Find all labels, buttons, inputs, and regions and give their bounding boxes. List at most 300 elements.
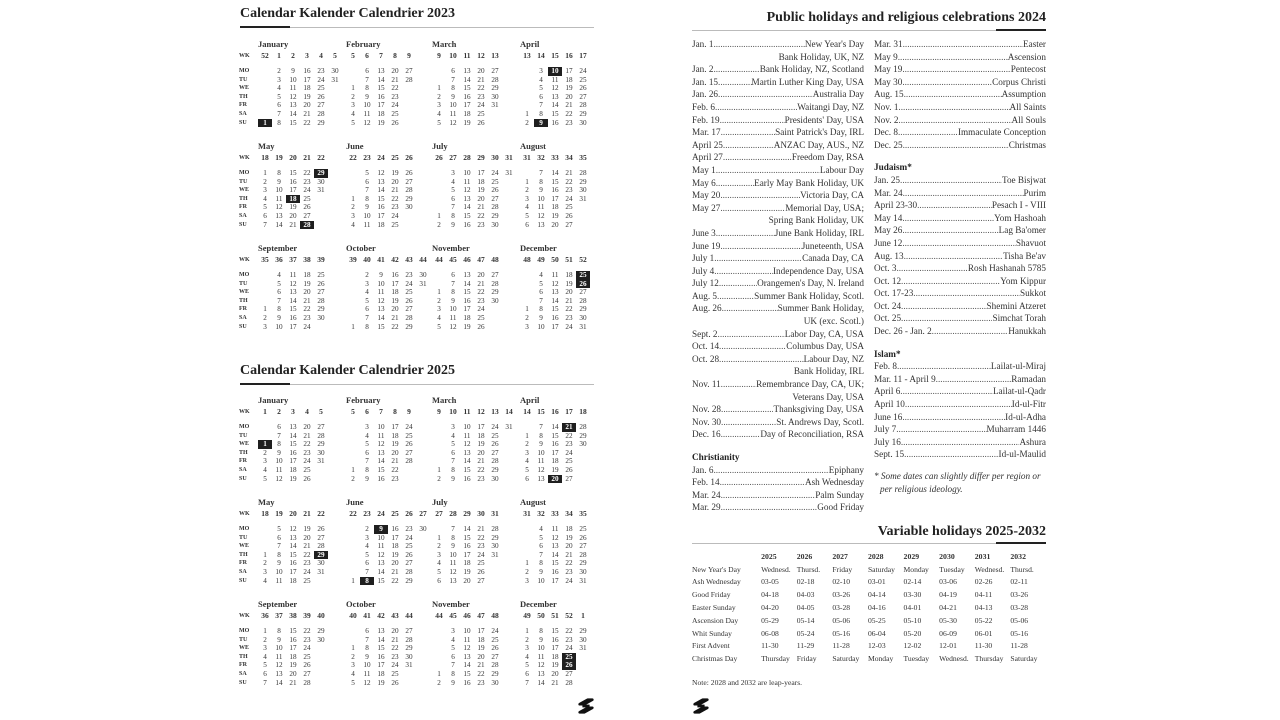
day-number: 22 [303, 169, 311, 177]
day-number: 3 [437, 550, 441, 559]
day-number: 20 [477, 652, 485, 661]
day-row [432, 93, 518, 102]
day-number [346, 568, 360, 577]
holiday-name: Lag Ba'omer [998, 225, 1046, 236]
day-number: 10 [377, 423, 385, 431]
day-number: 14 [551, 550, 559, 559]
day-number: 8 [451, 533, 455, 542]
day-row [520, 559, 606, 568]
month-name: August [520, 497, 546, 507]
day-number: 11 [275, 576, 283, 585]
holiday-value: Wednesd. [761, 564, 791, 574]
day-number [328, 110, 342, 119]
day-row [346, 203, 432, 212]
day-number [346, 457, 360, 466]
holiday-value: 06-08 [761, 628, 779, 638]
day-number: 4 [263, 465, 267, 474]
year-header-row [692, 550, 1046, 563]
day-number [258, 297, 272, 306]
day-number: 2 [437, 296, 441, 305]
holiday-label: Christmas Day [692, 654, 738, 664]
holiday-value: 03-28 [1010, 603, 1029, 613]
month-june [346, 496, 432, 585]
week-numbers [346, 610, 432, 622]
day-number: 24 [477, 550, 485, 559]
day-number: 19 [477, 186, 485, 195]
day-number: 17 [463, 550, 471, 559]
week-number: 20 [289, 509, 297, 518]
day-number: 5 [525, 465, 529, 474]
day-number: 12 [377, 440, 385, 449]
day-row [346, 314, 432, 323]
day-label: TU [239, 76, 248, 83]
day-number: 7 [277, 431, 281, 440]
day-number: 26 [579, 84, 587, 93]
highlighted-day: 10 [548, 67, 562, 76]
day-number [314, 323, 328, 332]
month-november [432, 598, 518, 687]
day-number: 22 [303, 305, 311, 314]
week-number: 8 [393, 407, 397, 416]
day-number: 9 [379, 271, 383, 279]
holiday-value: 12-02 [903, 641, 922, 651]
day-number: 4 [277, 84, 281, 93]
day-number: 17 [289, 186, 297, 195]
week-number: 44 [435, 255, 443, 264]
day-number [502, 432, 516, 441]
day-number [346, 305, 360, 314]
day-row [258, 653, 344, 662]
day-number: 22 [565, 109, 573, 118]
day-number: 11 [551, 525, 559, 533]
day-row [346, 551, 432, 560]
day-row [520, 466, 606, 475]
day-number: 8 [539, 109, 543, 118]
holiday-row [874, 385, 1046, 398]
day-number: 20 [477, 271, 485, 279]
leader-dots [721, 489, 816, 502]
day-number: 24 [317, 75, 325, 84]
holiday-date: May 27 [692, 202, 721, 213]
day-number [416, 305, 430, 314]
calendar-2025-rule [240, 384, 594, 385]
day-number: 31 [405, 661, 413, 670]
day-row [346, 84, 432, 93]
day-number: 24 [491, 423, 499, 431]
day-number: 18 [303, 84, 311, 93]
leader-dots [902, 224, 998, 237]
day-number: 22 [391, 465, 399, 474]
day-number: 9 [365, 92, 369, 101]
day-number [346, 559, 360, 568]
week-number: 38 [289, 611, 297, 620]
holiday-name: Ramadan [1011, 373, 1046, 384]
day-number: 7 [451, 661, 455, 670]
day-number: 2 [525, 635, 529, 644]
week-number: 52 [261, 51, 269, 60]
day-number: 14 [463, 457, 471, 466]
holiday-row [692, 277, 864, 290]
day-number: 21 [303, 542, 311, 551]
day-number: 23 [477, 474, 485, 483]
day-row [258, 440, 344, 449]
day-number: 18 [377, 669, 385, 678]
day-number [432, 440, 446, 449]
day-number: 19 [289, 474, 297, 483]
holiday-date: Oct. 17-23 [874, 288, 914, 299]
day-number: 4 [263, 576, 267, 585]
day-number: 1 [351, 84, 355, 93]
month-name: May [258, 141, 275, 151]
day-number: 10 [363, 211, 371, 220]
holiday-row [692, 126, 864, 139]
holiday-value: 03-26 [832, 590, 851, 600]
holiday-date: May 9 [874, 51, 898, 62]
day-number: 9 [277, 559, 281, 568]
day-number: 17 [391, 423, 399, 431]
holiday-name: Victoria Day, CA [800, 190, 864, 201]
holiday-name: Yom Kippur [1000, 275, 1046, 286]
day-row [432, 195, 518, 204]
week-number: 30 [477, 509, 485, 518]
day-number: 30 [405, 652, 413, 661]
day-number [432, 661, 446, 670]
day-number: 22 [303, 550, 311, 559]
week-number: 1 [581, 611, 585, 620]
day-number: 15 [551, 109, 559, 118]
week-number: 27 [419, 509, 427, 518]
day-number: 5 [437, 118, 441, 127]
day-number: 14 [289, 431, 297, 440]
leader-dots [900, 385, 993, 398]
day-number: 21 [391, 635, 399, 644]
day-row [520, 101, 606, 110]
day-number: 2 [263, 177, 267, 186]
week-number: 14 [537, 51, 545, 60]
day-number [576, 221, 590, 230]
day-label: FR [239, 102, 247, 109]
holiday-name: Palm Sunday [815, 489, 864, 500]
day-number: 24 [391, 661, 399, 670]
day-number: 29 [579, 177, 587, 186]
day-number: 19 [391, 550, 399, 559]
day-number [346, 449, 360, 458]
holiday-name: Presidents' Day, USA [784, 114, 864, 125]
week-numbers [258, 254, 344, 266]
week-number: 24 [377, 509, 385, 518]
holiday-value: 02-26 [974, 577, 993, 587]
day-row [432, 119, 518, 128]
day-number: 1 [437, 288, 441, 297]
day-label: SU [239, 119, 247, 126]
week-number: 37 [275, 611, 283, 620]
holiday-value: Monday [867, 654, 894, 664]
holiday-name: Id-ul-Adha [1005, 411, 1046, 422]
day-number: 10 [537, 194, 545, 203]
day-number: 24 [303, 457, 311, 466]
week-number: 28 [463, 153, 471, 162]
holiday-date: June 3 [692, 227, 716, 238]
day-number [432, 186, 446, 195]
leader-dots [723, 139, 774, 152]
day-number: 28 [491, 661, 499, 670]
holiday-name: All Souls [1011, 114, 1046, 125]
holiday-date: Nov. 11 [692, 379, 721, 390]
leader-dots [932, 325, 1009, 338]
day-number: 6 [365, 559, 369, 568]
day-number: 2 [365, 525, 369, 533]
week-number: 8 [393, 51, 397, 60]
day-number: 30 [491, 474, 499, 483]
day-number: 23 [565, 440, 573, 449]
week-number: 11 [463, 51, 471, 60]
day-number: 26 [477, 322, 485, 331]
variable-row [692, 640, 1046, 653]
holiday-row [692, 476, 864, 489]
day-number: 11 [537, 203, 545, 212]
day-number [258, 432, 272, 441]
holiday-row [874, 411, 1046, 424]
day-number: 21 [565, 101, 573, 110]
week-number: 43 [405, 255, 413, 264]
day-number: 19 [463, 567, 471, 576]
day-number: 27 [405, 559, 413, 568]
day-number: 31 [579, 322, 587, 331]
holiday-row [692, 177, 864, 190]
day-number: 18 [289, 652, 297, 661]
holiday-value: 04-01 [903, 603, 922, 613]
day-number: 20 [477, 448, 485, 457]
day-number: 28 [405, 457, 413, 466]
holiday-row [874, 199, 1046, 212]
day-number: 14 [551, 101, 559, 110]
holiday-name: Ash Wednesday [804, 477, 864, 488]
day-number: 22 [565, 627, 573, 635]
day-number: 26 [491, 186, 499, 195]
day-number: 23 [477, 678, 485, 687]
week-number: 23 [363, 153, 371, 162]
year-header: 2031 [974, 551, 991, 561]
day-number: 4 [365, 431, 369, 440]
day-label: FR [239, 662, 247, 669]
day-number: 15 [289, 440, 297, 449]
day-number: 30 [317, 313, 325, 322]
day-number: 4 [451, 635, 455, 644]
leader-dots [716, 177, 754, 190]
day-number: 15 [377, 644, 385, 653]
day-number: 9 [451, 542, 455, 551]
day-number: 17 [477, 169, 485, 177]
month-june [346, 140, 432, 229]
holiday-date: May 19 [874, 64, 903, 75]
day-labels [239, 140, 257, 229]
day-number [258, 84, 272, 93]
day-row [432, 203, 518, 212]
week-numbers [520, 254, 606, 266]
holiday-value: 05-29 [761, 615, 779, 625]
day-number: 28 [491, 457, 499, 466]
day-number [416, 568, 430, 577]
day-row [520, 679, 606, 688]
week-number: 45 [449, 611, 457, 620]
day-number: 18 [391, 542, 399, 551]
day-row [432, 679, 518, 688]
day-row [346, 542, 432, 551]
holiday-row [692, 202, 864, 215]
day-number: 19 [391, 440, 399, 449]
day-number: 4 [365, 288, 369, 297]
day-label: TU [239, 178, 248, 185]
holidays-column-1 [692, 38, 864, 514]
day-row [258, 93, 344, 102]
week-number: 3 [291, 407, 295, 416]
week-numbers [520, 610, 606, 622]
holiday-row [874, 300, 1046, 313]
day-number: 17 [463, 305, 471, 314]
day-number [520, 76, 534, 85]
holiday-name: UK (exc. Scotl.) [803, 316, 864, 327]
week-number: 50 [551, 255, 559, 264]
day-number [502, 178, 516, 187]
day-number: 2 [351, 203, 355, 212]
day-number: 30 [317, 635, 325, 644]
week-number: 39 [349, 255, 357, 264]
day-label: SA [239, 670, 247, 677]
day-number: 11 [537, 457, 545, 466]
day-number: 26 [303, 474, 311, 483]
holiday-date: Oct. 24 [874, 300, 902, 311]
day-number [432, 271, 446, 280]
day-number [520, 534, 534, 543]
holiday-value: 04-03 [796, 590, 815, 600]
day-number [416, 323, 430, 332]
holiday-date: Dec. 16 [692, 429, 721, 440]
day-number: 3 [277, 75, 281, 84]
day-number: 14 [377, 313, 385, 322]
day-number: 2 [365, 271, 369, 279]
day-number: 21 [565, 550, 573, 559]
day-number: 21 [565, 169, 573, 177]
day-number: 5 [539, 279, 543, 288]
day-number: 13 [377, 559, 385, 568]
day-number: 1 [437, 669, 441, 678]
month-name: August [520, 141, 546, 151]
day-number [576, 457, 590, 466]
day-number: 15 [289, 169, 297, 177]
day-number: 5 [451, 440, 455, 449]
day-row [520, 653, 606, 662]
day-number: 12 [377, 550, 385, 559]
day-number: 26 [303, 203, 311, 212]
holiday-value: 11-29 [796, 641, 815, 651]
day-number: 9 [365, 652, 369, 661]
day-number: 6 [539, 542, 543, 551]
highlighted-day: 1 [258, 119, 272, 128]
week-numbers [432, 152, 518, 164]
day-number: 28 [317, 431, 325, 440]
holiday-value: 05-22 [974, 615, 993, 625]
day-number: 13 [377, 448, 385, 457]
day-number: 2 [351, 652, 355, 661]
day-number [502, 203, 516, 212]
day-number: 3 [539, 67, 543, 75]
holiday-row [692, 340, 864, 353]
day-number: 10 [289, 75, 297, 84]
leader-dots [903, 187, 1024, 200]
day-row [346, 466, 432, 475]
day-row [432, 534, 518, 543]
holiday-label: Ash Wednesday [692, 577, 741, 587]
variable-holidays-rule [692, 543, 1046, 544]
month-name: February [346, 395, 381, 405]
day-number: 24 [405, 279, 413, 288]
week-number: 40 [349, 611, 357, 620]
week-number: 47 [477, 255, 485, 264]
day-number: 15 [551, 627, 559, 635]
day-number: 8 [539, 305, 543, 314]
day-number: 21 [551, 678, 559, 687]
day-number: 3 [263, 567, 267, 576]
day-number: 12 [275, 474, 283, 483]
highlighted-day: 29 [314, 169, 328, 178]
day-row [346, 323, 432, 332]
day-number: 12 [537, 211, 545, 220]
day-number: 4 [263, 652, 267, 661]
day-number: 29 [579, 559, 587, 568]
day-label: TH [239, 297, 248, 304]
variable-row [692, 563, 1046, 576]
day-number: 30 [579, 118, 587, 127]
holiday-value: 02-18 [796, 577, 815, 587]
day-number: 11 [551, 271, 559, 279]
day-number: 18 [551, 652, 559, 661]
day-number [432, 636, 446, 645]
leader-dots [713, 464, 828, 477]
day-number: 5 [351, 118, 355, 127]
day-number: 14 [377, 635, 385, 644]
day-number: 1 [525, 109, 529, 118]
holiday-value: 11-30 [974, 641, 993, 651]
day-number: 28 [579, 550, 587, 559]
christianity-heading: Christianity [692, 452, 740, 462]
holiday-value: 03-26 [1010, 590, 1029, 600]
day-number: 6 [263, 669, 267, 678]
day-row [520, 169, 606, 178]
day-row [258, 559, 344, 568]
day-number [314, 661, 328, 670]
highlighted-day: 21 [562, 423, 576, 432]
day-number: 7 [365, 457, 369, 466]
day-number: 24 [303, 567, 311, 576]
holiday-name: Pesach I - VIII [991, 200, 1046, 211]
holiday-name: Labour Day, NZ [803, 353, 864, 364]
week-number: 25 [391, 509, 399, 518]
week-numbers [520, 508, 606, 520]
day-number [502, 195, 516, 204]
day-number [328, 93, 342, 102]
day-number: 6 [365, 448, 369, 457]
day-number: 19 [303, 525, 311, 533]
day-number: 19 [289, 661, 297, 670]
day-number: 13 [463, 194, 471, 203]
holiday-value: 05-06 [832, 615, 851, 625]
day-number: 13 [551, 92, 559, 101]
day-row [432, 178, 518, 187]
day-label: WE [239, 543, 250, 550]
day-number [502, 440, 516, 449]
leader-dots [904, 88, 1002, 101]
day-number: 23 [477, 220, 485, 229]
